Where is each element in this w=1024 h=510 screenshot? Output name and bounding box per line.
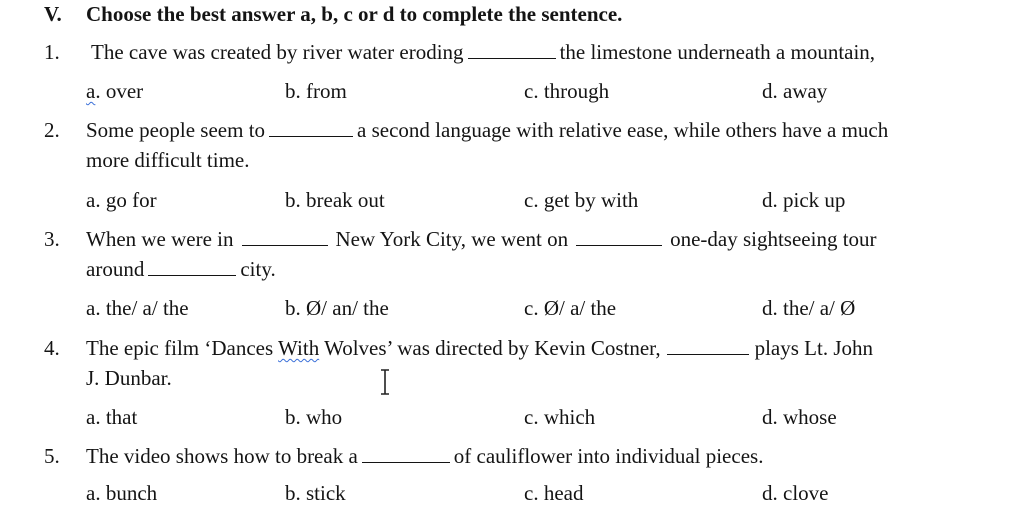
question-4-continuation: J. Dunbar. bbox=[86, 366, 172, 390]
question-3-continuation bbox=[86, 259, 276, 280]
section-title: Choose the best answer a, b, c or d to complete the sentence. bbox=[86, 2, 623, 26]
option-a[interactable]: a. bunch bbox=[86, 481, 158, 505]
question-text-part: New York City, we went on bbox=[335, 227, 569, 251]
question-number: 2. bbox=[44, 118, 60, 142]
question-text-part: The cave was created by river water eroding bbox=[91, 40, 464, 64]
question-number: 5. bbox=[44, 444, 60, 468]
answer-blank bbox=[148, 259, 236, 276]
question-text-part: When we were in bbox=[86, 227, 234, 251]
option-c[interactable]: c. Ø/ a/ the bbox=[524, 296, 617, 320]
question-text-part: The epic film ‘Dances bbox=[86, 336, 274, 360]
question-text-part: Some people seem to bbox=[86, 118, 266, 142]
option-c[interactable]: c. head bbox=[524, 481, 584, 505]
question-text-part: plays Lt. John bbox=[754, 336, 873, 360]
question-number: 3. bbox=[44, 227, 60, 251]
option-d[interactable]: d. away bbox=[762, 79, 828, 103]
option-b[interactable]: b. Ø/ an/ the bbox=[285, 296, 389, 320]
question-text-part: one-day sightseeing tour bbox=[670, 227, 877, 251]
question-3-text bbox=[86, 229, 877, 250]
question-text-part: With bbox=[278, 336, 320, 360]
option-b[interactable]: b. who bbox=[285, 405, 343, 429]
question-text-part: The video shows how to break a bbox=[86, 444, 358, 468]
option-b[interactable]: b. from bbox=[285, 79, 347, 103]
option-c[interactable]: c. which bbox=[524, 405, 596, 429]
question-1-text bbox=[91, 42, 875, 63]
option-letter: a bbox=[86, 79, 96, 103]
answer-blank bbox=[242, 229, 328, 246]
option-a[interactable]: a. go for bbox=[86, 188, 157, 212]
question-text-part: a second language with relative ease, while others have a much bbox=[357, 118, 889, 142]
option-d[interactable]: d. clove bbox=[762, 481, 829, 505]
answer-blank bbox=[269, 120, 353, 137]
question-number: 1. bbox=[44, 40, 60, 64]
option-a[interactable] bbox=[86, 81, 143, 102]
answer-blank bbox=[576, 229, 662, 246]
option-a[interactable]: a. that bbox=[86, 405, 138, 429]
question-4-text bbox=[86, 338, 873, 359]
option-b[interactable]: b. stick bbox=[285, 481, 346, 505]
answer-blank bbox=[667, 338, 749, 355]
question-text-part: Wolves’ was directed by Kevin Costner, bbox=[324, 336, 661, 360]
question-5-text bbox=[86, 446, 763, 467]
question-2-continuation: more difficult time. bbox=[86, 148, 250, 172]
question-text-part: of cauliflower into individual pieces. bbox=[453, 444, 764, 468]
option-d[interactable]: d. whose bbox=[762, 405, 837, 429]
question-text-part: city. bbox=[240, 257, 276, 281]
option-c[interactable]: c. get by with bbox=[524, 188, 639, 212]
option-b[interactable]: b. break out bbox=[285, 188, 385, 212]
option-text: . over bbox=[95, 79, 144, 103]
text-cursor-icon bbox=[380, 369, 390, 395]
question-text-part: around bbox=[86, 257, 145, 281]
answer-blank bbox=[362, 446, 450, 463]
question-number: 4. bbox=[44, 336, 60, 360]
question-2-text bbox=[86, 120, 888, 141]
option-a[interactable]: a. the/ a/ the bbox=[86, 296, 189, 320]
question-text-part: the limestone underneath a mountain, bbox=[559, 40, 876, 64]
option-d[interactable]: d. pick up bbox=[762, 188, 846, 212]
option-c[interactable]: c. through bbox=[524, 79, 610, 103]
option-d[interactable]: d. the/ a/ Ø bbox=[762, 296, 856, 320]
section-number: V. bbox=[44, 2, 62, 26]
answer-blank bbox=[468, 42, 556, 59]
